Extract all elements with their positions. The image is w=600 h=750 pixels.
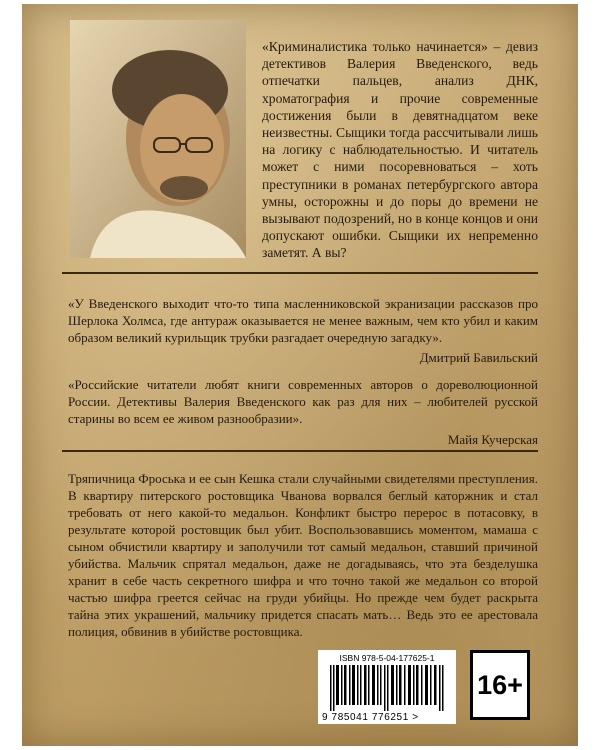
author-bio-text: «Криминалистика только начинается» – девиз детективов Валерия Введенского, ведь отпечатки пальцев, анализ ДНК, хроматография и прочие современные достижения были в девятнадцатом веке неизвестны. Сыщики тогда рассчитывали лишь на логику с наблюдательностью. И читатель может с ними посоревноваться – хоть преступники в романах петербургского автора умны, осторожны и до поры до времени не вызывают подозрений, но в конце концов и они допускают ошибки. Сыщики их непременно заметят. А вы? — [262, 39, 538, 261]
review-quote-2: «Российские читатели любят книги современных авторов о дореволюционной России. Детективы Валерия Введенского как раз для них – любителей русской старины во всем ее живом разнообразии». — [68, 377, 538, 426]
synopsis-text: Тряпичница Фроська и ее сын Кешка стали случайными свидетелями преступления. В квартиру питерского ростовщика Чванова ворвался беглый каторжник и стал требовать от него какой-то медальон. Конфликт быстро перерос в потасовку, в результате которой ростовщик был убит. Воспользовавшись моментом, мамаша с сыном обчистили квартиру и заполучили тот самый медальон, ставший причиной убийства. Мальчик спрятал медальон, даже не догадываясь, что эта безделушка хранит в себе часть секретного шифра и что точно такой же медальон со второй частью шифра греется сейчас на груди убийцы. Но прежде чем будет раскрыта тайна этих украшений, мальчику придется спасать мать… Ведь это ее арестовала полиция, обвинив в убийстве ростовщика. — [68, 471, 538, 639]
review-author-2: Майя Кучерская — [447, 431, 538, 447]
author-photo — [70, 20, 246, 258]
review-author-1: Дмитрий Бавильский — [419, 350, 538, 366]
author-bio — [262, 38, 538, 262]
divider-top — [62, 272, 538, 274]
author-portrait-image — [70, 20, 246, 258]
barcode-bars — [330, 665, 444, 711]
review-quote-1: «У Введенского выходит что-то типа масленниковской экранизации рассказов про Шерлока Холмса, где антураж оказывается не менее важным, чем кто убил и каким образом великий курильщик трубки разгадает очередную загадку». — [68, 296, 538, 345]
isbn-number: ISBN 978-5-04-177625-1 — [339, 653, 435, 663]
review-quotes — [68, 296, 538, 458]
ean-digits: 9 785041 776251 > — [322, 712, 419, 723]
age-rating-badge: 16+ — [470, 650, 530, 720]
book-back-cover — [22, 4, 578, 746]
divider-bottom — [62, 450, 538, 452]
isbn-barcode — [318, 650, 456, 724]
book-synopsis — [68, 470, 538, 640]
